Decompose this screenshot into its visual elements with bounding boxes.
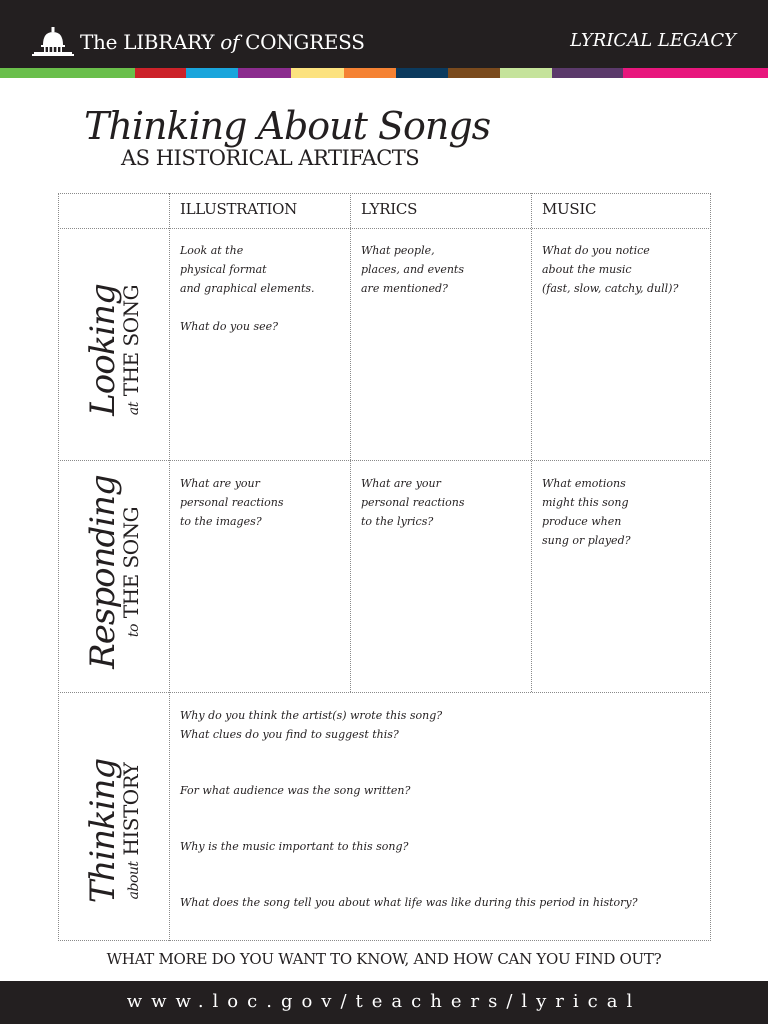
- row-label-thinking: Thinking about HISTORY: [83, 758, 143, 904]
- worksheet-grid: [58, 193, 711, 941]
- color-stripe: [396, 68, 448, 78]
- row-label-looking: Looking at THE SONG: [83, 284, 143, 416]
- grid-divider: [531, 193, 532, 692]
- prompt-looking-music: What do you notice about the music (fast, slow, catchy, dull)?: [542, 244, 679, 295]
- grid-divider: [58, 460, 711, 461]
- column-header-illustration: ILLUSTRATION: [180, 200, 298, 218]
- color-stripe: [291, 68, 344, 78]
- footer-bar: [0, 981, 768, 1024]
- color-stripe: [135, 68, 186, 78]
- header-bar: [0, 0, 768, 68]
- prompt-responding-illustration: What are your personal reactions to the images?: [180, 477, 284, 528]
- capitol-dome-logo-icon: [32, 27, 74, 59]
- color-stripe: [238, 68, 291, 78]
- program-name: LYRICAL LEGACY: [570, 30, 736, 51]
- color-stripes: [0, 68, 768, 78]
- row-label-responding: Responding to THE SONG: [83, 475, 143, 669]
- org-name: The LIBRARY of CONGRESS: [80, 30, 365, 54]
- color-stripe: [552, 68, 623, 78]
- column-header-lyrics: LYRICS: [361, 200, 418, 218]
- closing-question: WHAT MORE DO YOU WANT TO KNOW, AND HOW CAN YOU FIND OUT?: [106, 950, 662, 968]
- page-subtitle: AS HISTORICAL ARTIFACTS: [121, 146, 420, 170]
- prompt-looking-lyrics: What people, places, and events are mentioned?: [361, 244, 464, 295]
- grid-divider: [58, 692, 711, 693]
- color-stripe: [623, 68, 768, 78]
- grid-divider: [58, 228, 711, 229]
- color-stripe: [344, 68, 396, 78]
- color-stripe: [500, 68, 552, 78]
- prompt-thinking-q1: Why do you think the artist(s) wrote this song? What clues do you find to suggest this?: [180, 709, 443, 741]
- prompt-thinking-q2: For what audience was the song written?: [180, 784, 411, 797]
- grid-divider: [350, 193, 351, 692]
- color-stripe: [186, 68, 238, 78]
- prompt-thinking-q3: Why is the music important to this song?: [180, 840, 409, 853]
- prompt-looking-illustration: Look at the physical format and graphical elements. What do you see?: [180, 244, 315, 333]
- column-header-music: MUSIC: [542, 200, 597, 218]
- page-title: Thinking About Songs: [84, 104, 491, 148]
- prompt-responding-music: What emotions might this song produce when sung or played?: [542, 477, 631, 547]
- footer-url[interactable]: www.loc.gov/teachers/lyrical: [126, 991, 642, 1012]
- prompt-thinking-q4: What does the song tell you about what life was like during this period in history?: [180, 896, 638, 909]
- prompt-responding-lyrics: What are your personal reactions to the lyrics?: [361, 477, 465, 528]
- color-stripe: [0, 68, 135, 78]
- grid-divider: [169, 193, 170, 941]
- color-stripe: [448, 68, 500, 78]
